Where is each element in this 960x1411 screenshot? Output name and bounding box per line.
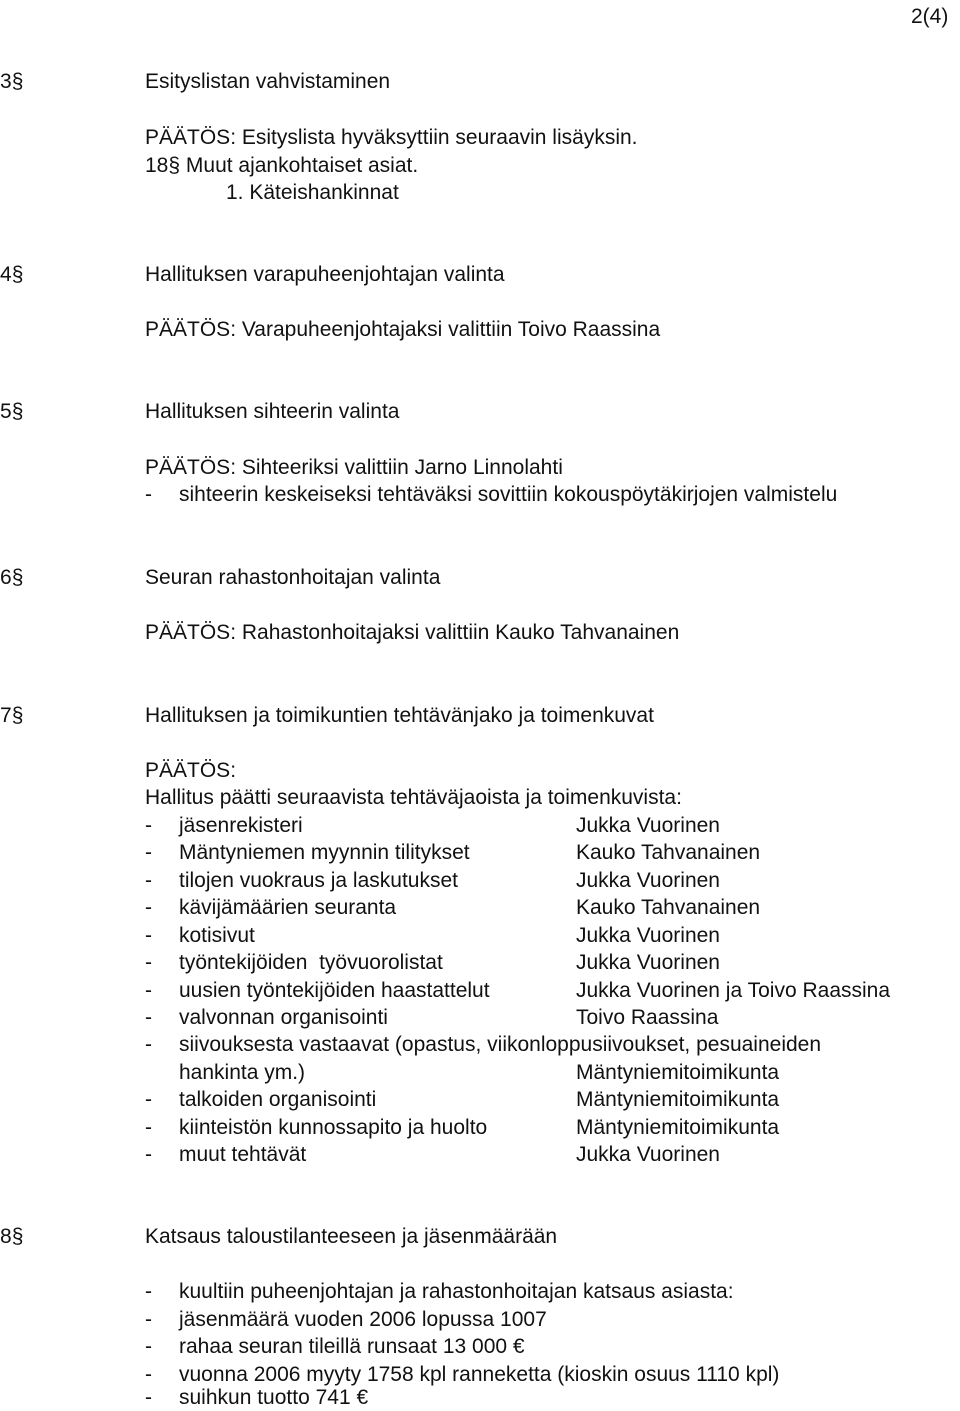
list-item-dash: - [145, 1308, 152, 1331]
section-5-number: 5§ [0, 400, 24, 423]
section-5-note: sihteerin keskeiseksi tehtäväksi sovittiin kokouspöytäkirjojen valmistelu [179, 483, 838, 506]
duty-task: valvonnan organisointi [179, 1006, 388, 1029]
duty-dash: - [145, 1088, 152, 1111]
duty-task: siivouksesta vastaavat (opastus, viikonloppusiivoukset, pesuaineiden [179, 1033, 822, 1056]
duty-person: Jukka Vuorinen [576, 924, 720, 947]
duty-person: Mäntyniemitoimikunta [576, 1088, 780, 1111]
section-6-decision: PÄÄTÖS: Rahastonhoitajaksi valittiin Kauko Tahvanainen [145, 621, 680, 644]
section-7-number: 7§ [0, 704, 24, 727]
duty-person: Jukka Vuorinen [576, 814, 720, 837]
duty-task: tilojen vuokraus ja laskutukset [179, 869, 458, 892]
page-number: 2(4) [911, 5, 949, 28]
list-item-dash: - [145, 1335, 152, 1358]
duty-dash: - [145, 1143, 152, 1166]
list-item-dash: - [145, 1280, 152, 1303]
duty-task: jäsenrekisteri [179, 814, 303, 837]
duty-person: Jukka Vuorinen [576, 951, 720, 974]
duty-person: Toivo Raassina [576, 1006, 719, 1029]
duty-task: talkoiden organisointi [179, 1088, 377, 1111]
duty-dash: - [145, 1006, 152, 1029]
duty-dash: - [145, 814, 152, 837]
section-5-decision: PÄÄTÖS: Sihteeriksi valittiin Jarno Linnolahti [145, 456, 563, 479]
list-item-dash: - [145, 1363, 152, 1386]
section-8-title: Katsaus taloustilanteeseen ja jäsenmäärään [145, 1225, 558, 1248]
section-3-decision: PÄÄTÖS: Esityslista hyväksyttiin seuraavin lisäyksin. [145, 126, 638, 149]
duty-task: kävijämäärien seuranta [179, 896, 397, 919]
section-6-title: Seuran rahastonhoitajan valinta [145, 566, 441, 589]
duty-person: Jukka Vuorinen [576, 869, 720, 892]
duty-task: kotisivut [179, 924, 255, 947]
duty-task: kiinteistön kunnossapito ja huolto [179, 1116, 488, 1139]
section-7-intro: Hallitus päätti seuraavista tehtäväjaoista ja toimenkuvista: [145, 786, 682, 809]
duty-person: Jukka Vuorinen ja Toivo Raassina [576, 979, 891, 1002]
duty-dash: - [145, 869, 152, 892]
duty-person: Kauko Tahvanainen [576, 896, 761, 919]
duty-dash: - [145, 979, 152, 1002]
duty-dash: - [145, 896, 152, 919]
list-item: jäsenmäärä vuoden 2006 lopussa 1007 [179, 1308, 547, 1331]
duty-dash: - [145, 1033, 152, 1056]
section-5-title: Hallituksen sihteerin valinta [145, 400, 400, 423]
list-item-dash: - [145, 1386, 152, 1409]
duty-dash: - [145, 1116, 152, 1139]
duty-person: Kauko Tahvanainen [576, 841, 761, 864]
duty-person: Jukka Vuorinen [576, 1143, 720, 1166]
duty-task: työntekijöiden työvuorolistat [179, 951, 443, 974]
list-item: vuonna 2006 myyty 1758 kpl ranneketta (kioskin osuus 1110 kpl) [179, 1363, 780, 1386]
duty-task: uusien työntekijöiden haastattelut [179, 979, 490, 1002]
section-4-number: 4§ [0, 263, 24, 286]
duty-task-continued: hankinta ym.) [179, 1061, 306, 1084]
duty-task: muut tehtävät [179, 1143, 307, 1166]
list-item: rahaa seuran tileillä runsaat 13 000 € [179, 1335, 525, 1358]
duty-task: Mäntyniemen myynnin tilitykset [179, 841, 470, 864]
duty-dash: - [145, 924, 152, 947]
section-3-addition-2: 1. Käteishankinnat [226, 181, 399, 204]
section-7-title: Hallituksen ja toimikuntien tehtävänjako ja toimenkuvat [145, 704, 654, 727]
duty-dash: - [145, 841, 152, 864]
section-3-addition-1: 18§ Muut ajankohtaiset asiat. [145, 154, 419, 177]
section-8-number: 8§ [0, 1225, 24, 1248]
section-3-title: Esityslistan vahvistaminen [145, 70, 391, 93]
list-item: suihkun tuotto 741 € [179, 1386, 369, 1409]
section-4-decision: PÄÄTÖS: Varapuheenjohtajaksi valittiin Toivo Raassina [145, 318, 661, 341]
duty-person: Mäntyniemitoimikunta [576, 1116, 780, 1139]
section-5-note-dash: - [145, 483, 152, 506]
section-6-number: 6§ [0, 566, 24, 589]
section-7-decision-label: PÄÄTÖS: [145, 759, 237, 782]
duty-dash: - [145, 951, 152, 974]
list-item: kuultiin puheenjohtajan ja rahastonhoitajan katsaus asiasta: [179, 1280, 734, 1303]
section-3-number: 3§ [0, 70, 24, 93]
duty-person: Mäntyniemitoimikunta [576, 1061, 780, 1084]
section-4-title: Hallituksen varapuheenjohtajan valinta [145, 263, 505, 286]
